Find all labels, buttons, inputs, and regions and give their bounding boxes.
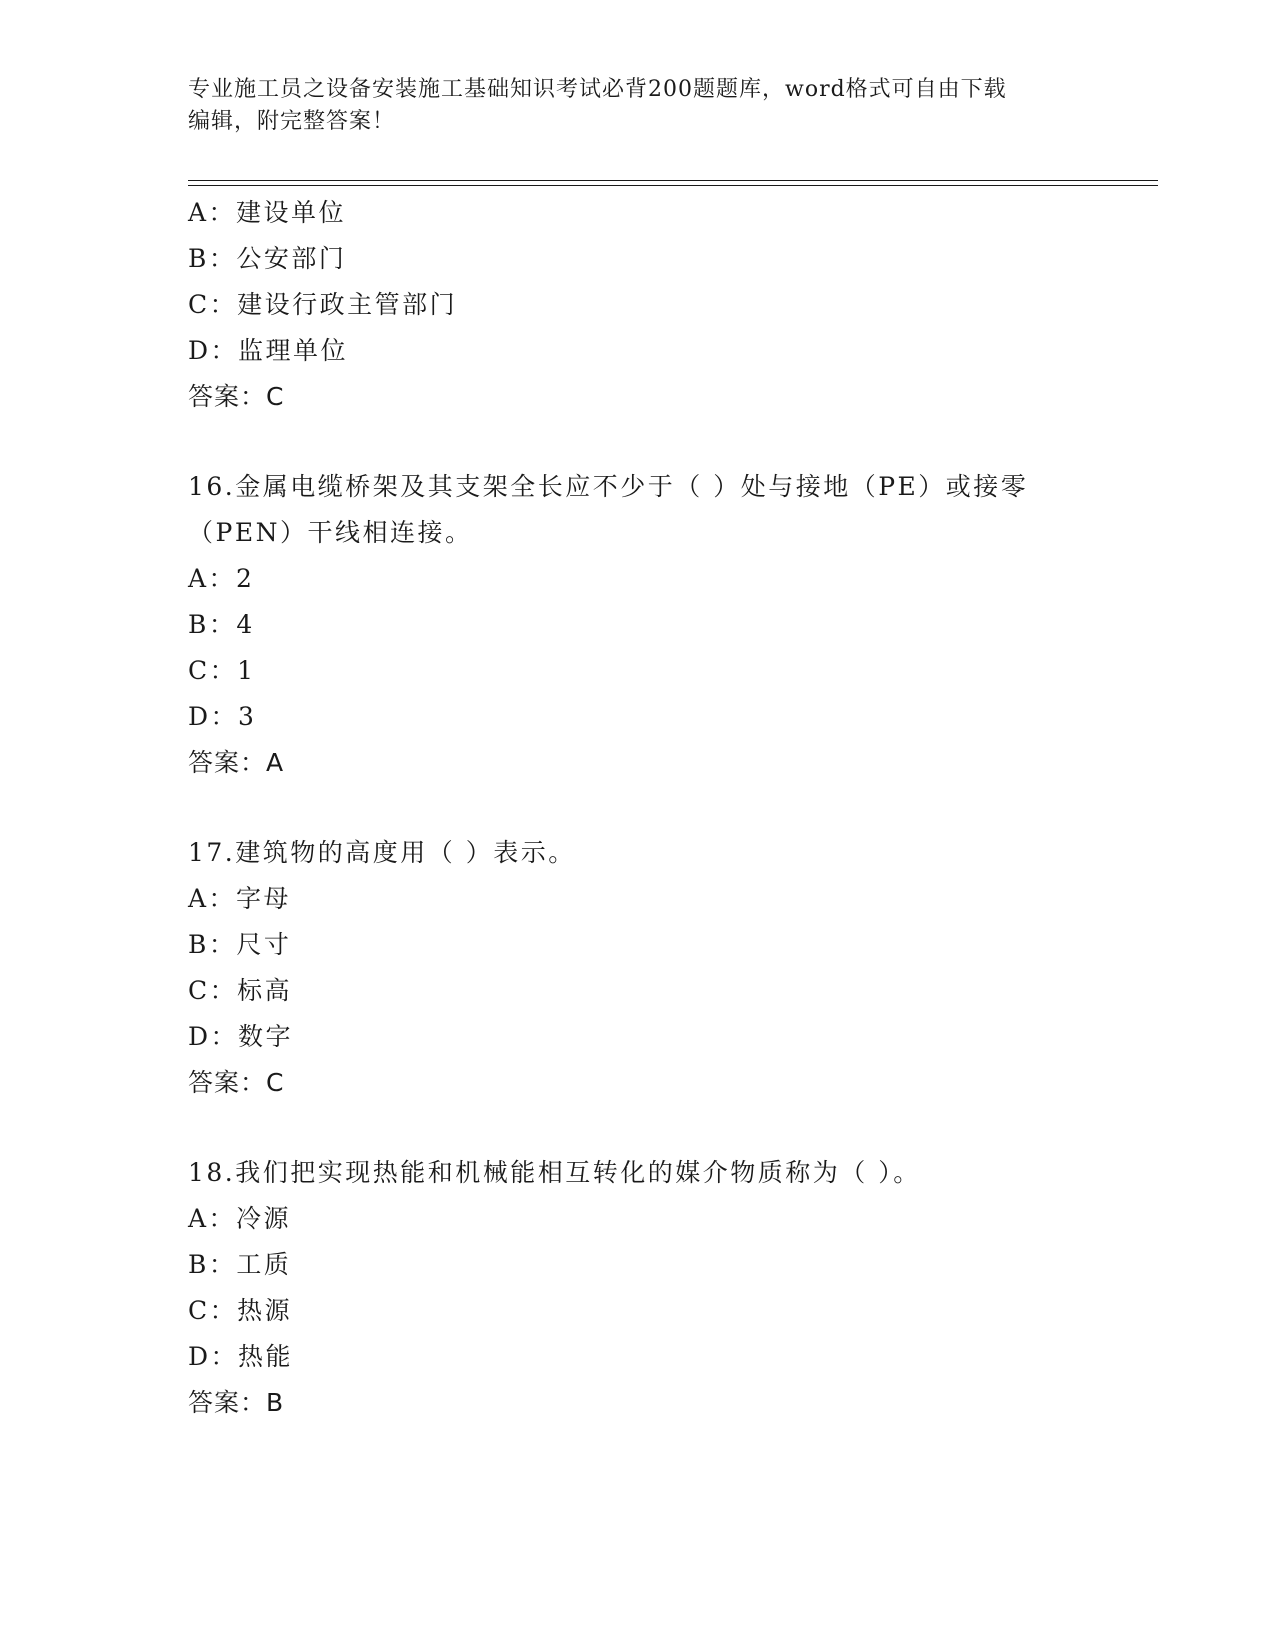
option-a: A：2 — [188, 564, 255, 593]
option-d: D：数字 — [188, 1022, 294, 1051]
question-stem: 16.金属电缆桥架及其支架全长应不少于（ ）处与接地（PE）或接零 — [188, 472, 1029, 501]
question-17 — [188, 830, 1088, 1106]
question-list — [188, 190, 1088, 1426]
option-d: D：监理单位 — [188, 336, 349, 365]
page-header — [188, 74, 1068, 138]
option-a: A：建设单位 — [188, 198, 347, 227]
option-c: C：建设行政主管部门 — [188, 290, 458, 319]
option-c: C：标高 — [188, 976, 293, 1005]
option-b: B：工质 — [188, 1250, 292, 1279]
option-b: B：尺寸 — [188, 930, 292, 959]
question-stem-continued: （PEN）干线相连接。 — [188, 518, 473, 547]
spacer — [188, 786, 1088, 830]
spacer — [188, 420, 1088, 464]
question-stem: 18.我们把实现热能和机械能相互转化的媒介物质称为（ ）。 — [188, 1158, 921, 1187]
answer-label: 答案：C — [188, 382, 285, 411]
option-c: C：1 — [188, 656, 256, 685]
option-d: D：热能 — [188, 1342, 294, 1371]
answer-label: 答案：C — [188, 1068, 285, 1097]
header-title-line2: 编辑，附完整答案！ — [188, 109, 396, 134]
header-title-line1: 专业施工员之设备安装施工基础知识考试必背200题题库，word格式可自由下载 — [188, 77, 1007, 102]
question-stem: 17.建筑物的高度用（ ）表示。 — [188, 838, 576, 867]
header-double-rule — [188, 180, 1158, 186]
answer-label: 答案：B — [188, 1388, 285, 1417]
question-16 — [188, 464, 1088, 786]
question-15 — [188, 190, 1088, 420]
answer-label: 答案：A — [188, 748, 285, 777]
option-d: D：3 — [188, 702, 257, 731]
option-a: A：字母 — [188, 884, 292, 913]
spacer — [188, 1106, 1088, 1150]
question-18 — [188, 1150, 1088, 1426]
option-b: B：4 — [188, 610, 255, 639]
option-a: A：冷源 — [188, 1204, 292, 1233]
option-c: C：热源 — [188, 1296, 293, 1325]
option-b: B：公安部门 — [188, 244, 347, 273]
